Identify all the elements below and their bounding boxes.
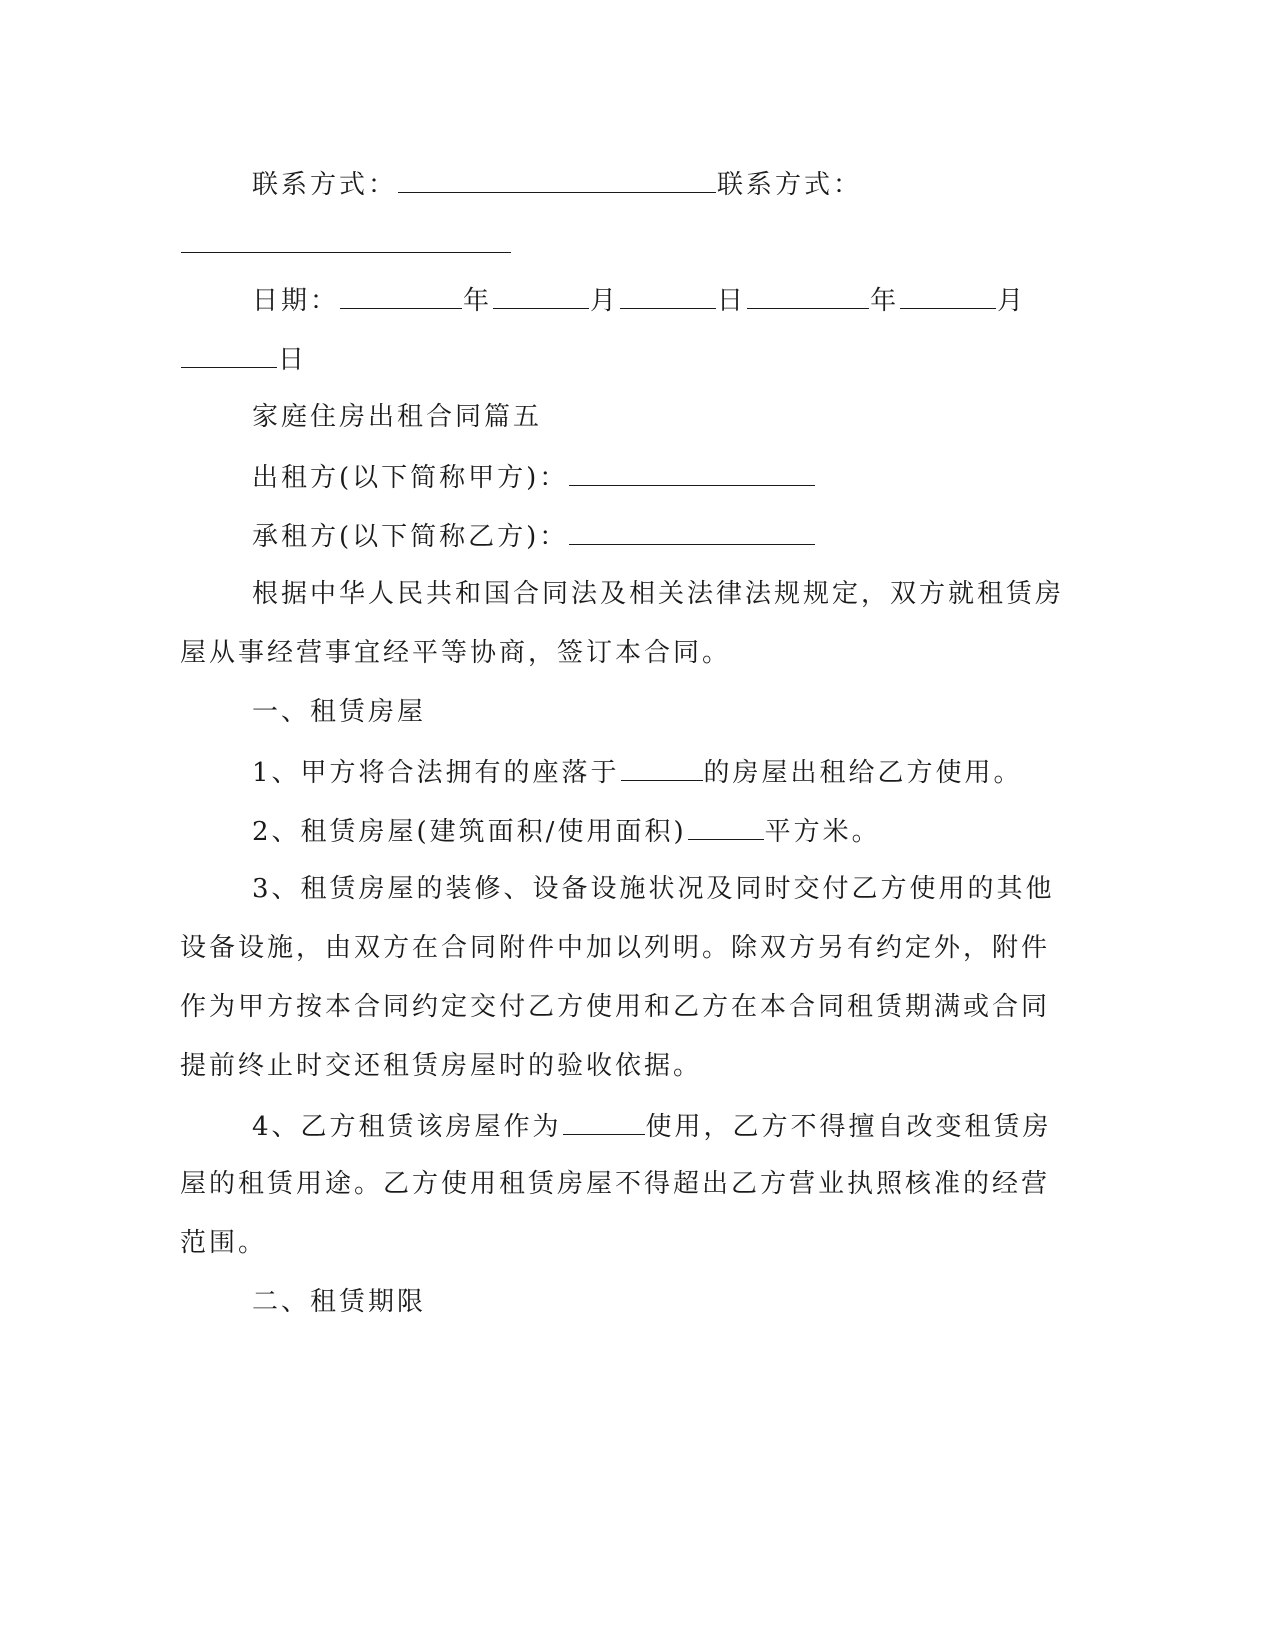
lessee-blank xyxy=(569,518,815,545)
item-2-blank-area xyxy=(688,813,764,840)
contract-heading: 家庭住房出租合同篇五 xyxy=(252,402,543,432)
lessor-line xyxy=(252,459,816,495)
contact-label-lessee: 联系方式： xyxy=(717,170,863,200)
date-blank-day-2 xyxy=(181,341,277,368)
item-4-text-a: 4、乙方租赁该房屋作为 xyxy=(252,1112,562,1142)
date-day-2: 日 xyxy=(278,345,308,375)
date-blank-year-2 xyxy=(747,282,869,309)
date-line xyxy=(252,282,1026,318)
contact-blank-lessor xyxy=(398,166,716,193)
date-blank-month-2 xyxy=(900,282,996,309)
lessee-label: 承租方(以下简称乙方)： xyxy=(252,522,569,552)
date-month-2: 月 xyxy=(997,286,1027,316)
preamble-line-1: 根据中华人民共和国合同法及相关法律法规规定，双方就租赁房 xyxy=(252,579,1065,609)
contact-blank-lessee xyxy=(181,226,511,253)
contact-line xyxy=(252,166,862,202)
item-2-text-b: 平方米。 xyxy=(764,817,881,847)
date-year-2: 年 xyxy=(870,286,900,316)
preamble-line-2: 屋从事经营事宜经平等协商，签订本合同。 xyxy=(180,638,732,668)
contact-label-lessor: 联系方式： xyxy=(252,170,398,200)
item-3-line-3: 作为甲方按本合同约定交付乙方使用和乙方在本合同租赁期满或合同 xyxy=(180,992,1051,1022)
lessor-label: 出租方(以下简称甲方)： xyxy=(252,463,569,493)
section-1-heading: 一、租赁房屋 xyxy=(252,697,427,727)
item-1-blank-location xyxy=(621,754,703,781)
section-2-heading: 二、租赁期限 xyxy=(252,1287,427,1317)
item-4-line-2: 屋的租赁用途。乙方使用租赁房屋不得超出乙方营业执照核准的经营 xyxy=(180,1169,1051,1199)
lessee-line xyxy=(252,518,816,554)
item-3-line-1: 3、租赁房屋的装修、设备设施状况及同时交付乙方使用的其他 xyxy=(252,874,1055,904)
date-day-1: 日 xyxy=(717,286,747,316)
date-blank-day-1 xyxy=(620,282,716,309)
date-blank-year-1 xyxy=(340,282,462,309)
item-1 xyxy=(252,754,1023,790)
item-4-line-3: 范围。 xyxy=(180,1228,268,1258)
item-1-text-b: 的房屋出租给乙方使用。 xyxy=(703,758,1023,788)
date-month-1: 月 xyxy=(590,286,620,316)
date-year-1: 年 xyxy=(463,286,493,316)
item-4-line-1 xyxy=(252,1108,1052,1144)
date-label: 日期： xyxy=(252,286,340,316)
item-2 xyxy=(252,813,881,849)
date-blank-month-1 xyxy=(493,282,589,309)
item-1-text-a: 1、甲方将合法拥有的座落于 xyxy=(252,758,620,788)
item-2-text-a: 2、租赁房屋(建筑面积/使用面积) xyxy=(252,817,687,847)
item-3-line-4: 提前终止时交还租赁房屋时的验收依据。 xyxy=(180,1051,703,1081)
item-4-blank-purpose xyxy=(563,1108,645,1135)
item-4-text-b: 使用，乙方不得擅自改变租赁房 xyxy=(645,1112,1052,1142)
lessor-blank xyxy=(569,459,815,486)
contact-continuation xyxy=(180,226,512,262)
date-continuation xyxy=(180,341,307,377)
item-3-line-2: 设备设施，由双方在合同附件中加以列明。除双方另有约定外，附件 xyxy=(180,933,1051,963)
